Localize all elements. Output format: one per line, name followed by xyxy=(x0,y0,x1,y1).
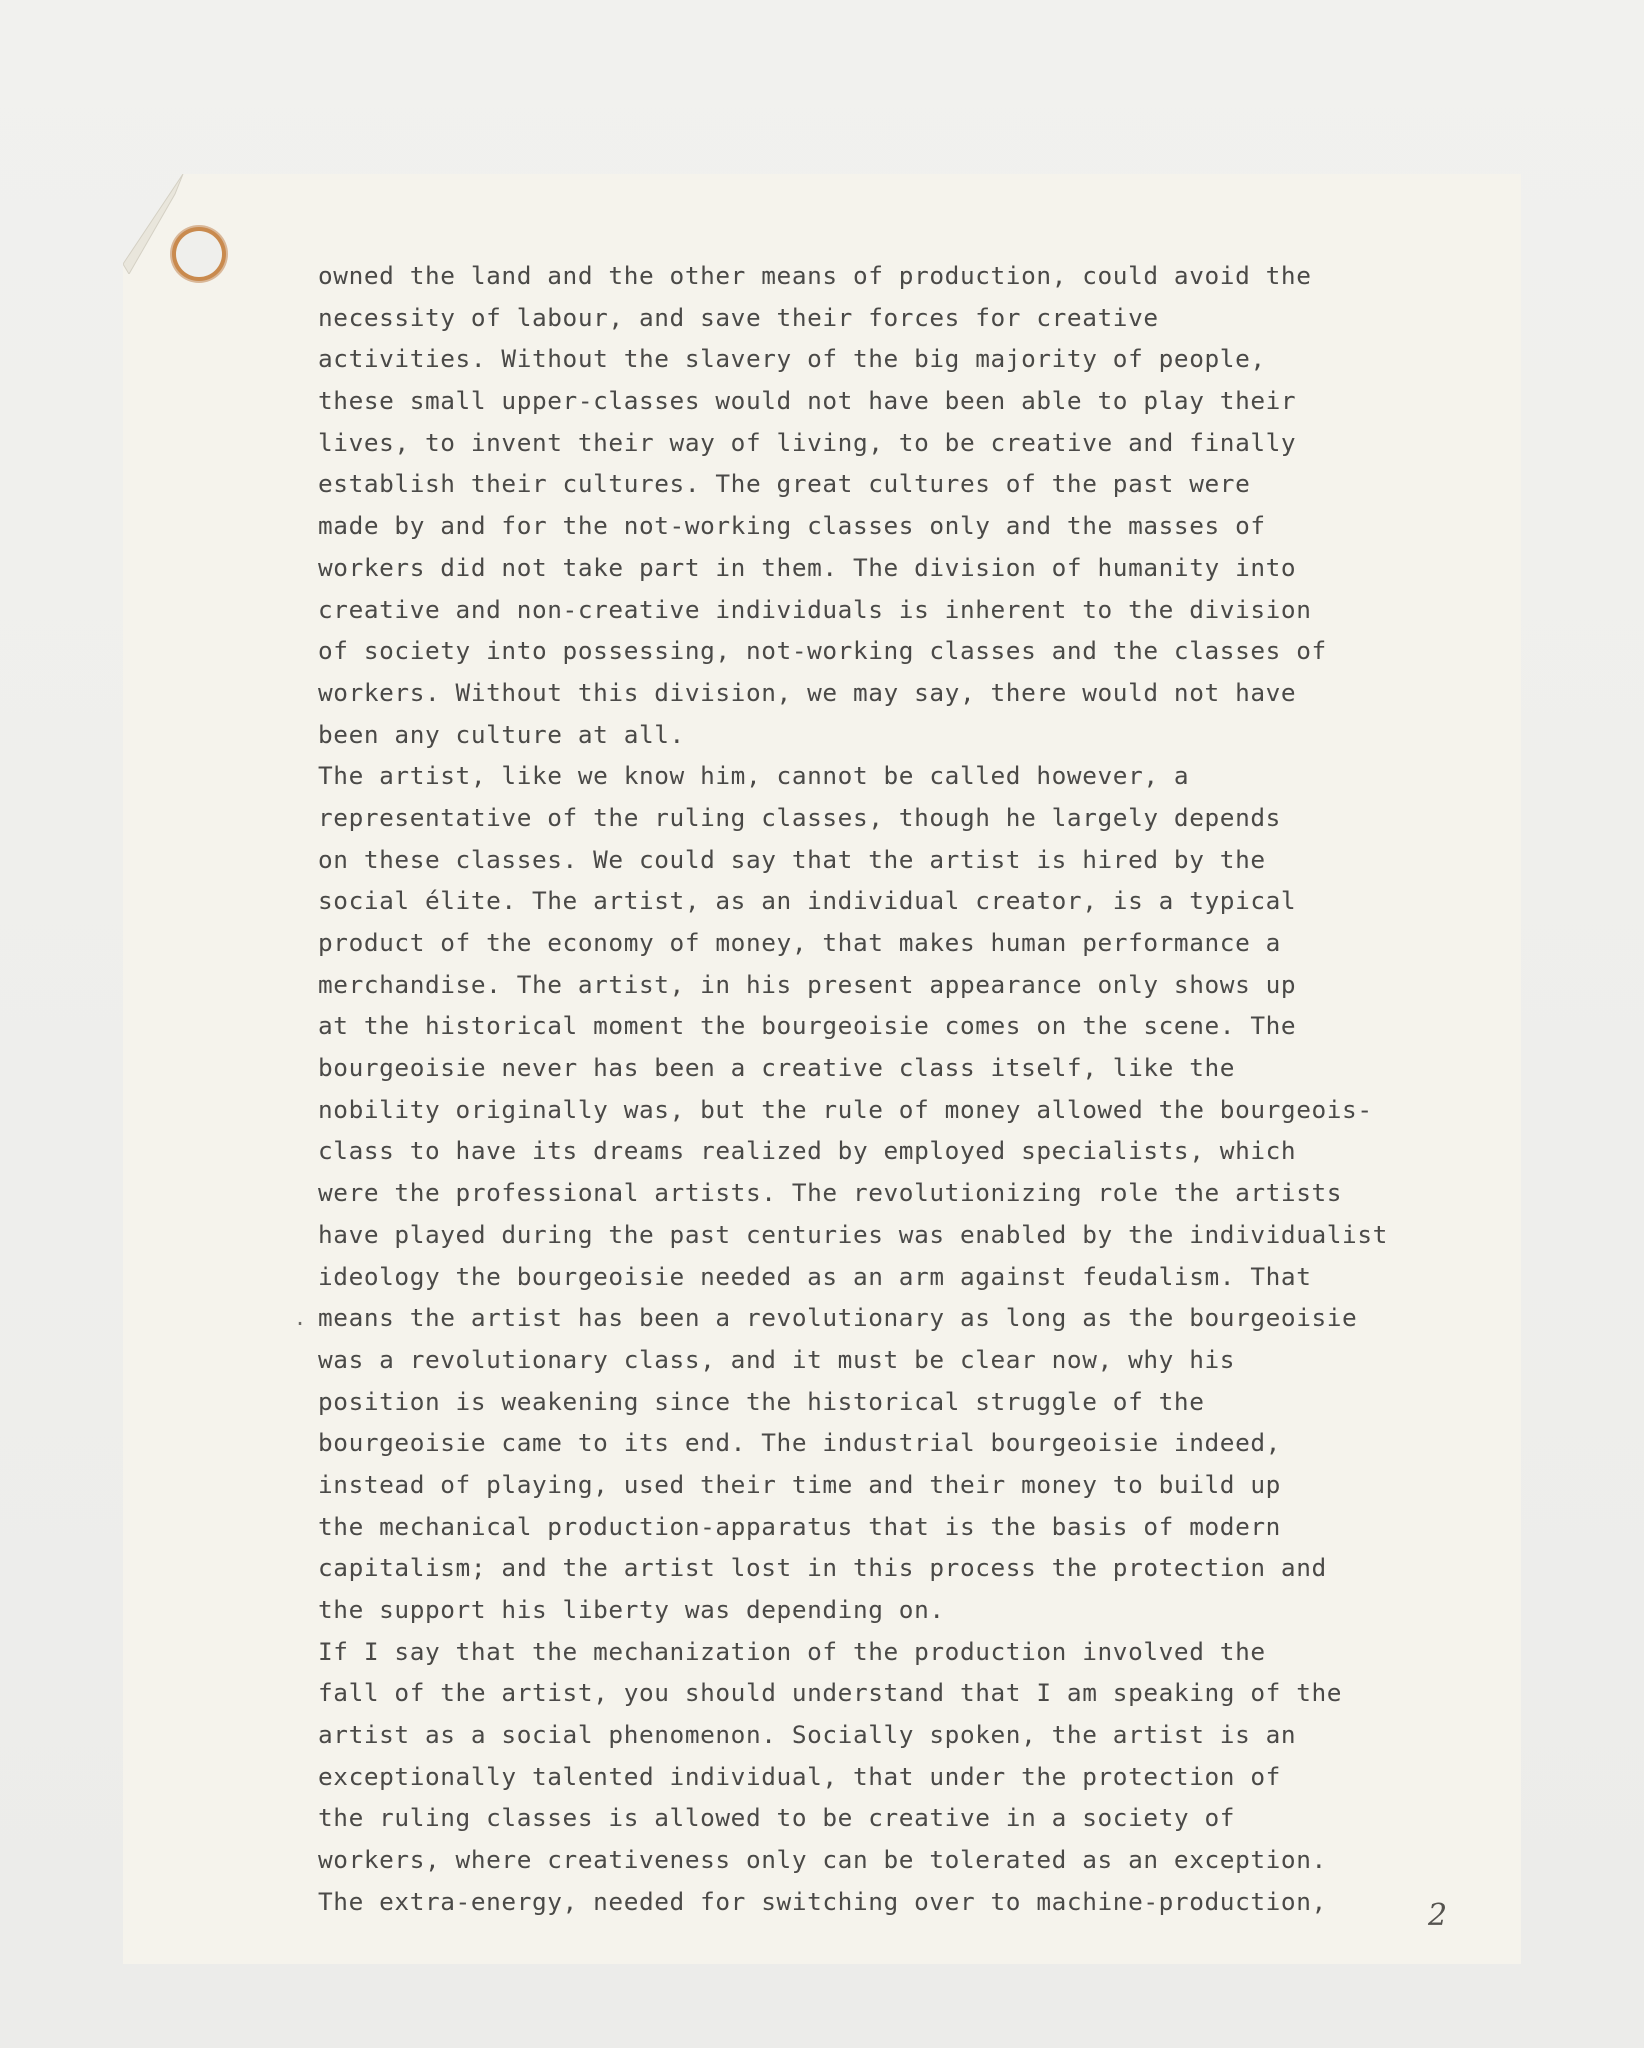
text-line: these small upper-classes would not have been able to play their xyxy=(318,386,1297,416)
text-line: artist as a social phenomenon. Socially spoken, the artist is an xyxy=(318,1720,1297,1750)
text-line: made by and for the not-working classes only and the masses of xyxy=(318,511,1266,541)
text-line: were the professional artists. The revolutionizing role the artists xyxy=(318,1178,1343,1208)
text-line: exceptionally talented individual, that under the protection of xyxy=(318,1761,1281,1791)
text-line: have played during the past centuries was enabled by the individualist xyxy=(318,1219,1388,1249)
punch-hole xyxy=(176,231,222,277)
margin-mark: . xyxy=(294,1306,307,1330)
text-line: If I say that the mechanization of the production involved the xyxy=(318,1636,1266,1666)
text-line: owned the land and the other means of production, could avoid the xyxy=(318,261,1312,290)
text-line: lives, to invent their way of living, to be creative and finally xyxy=(318,427,1297,457)
text-line: of society into possessing, not-working classes and the classes of xyxy=(318,636,1327,666)
text-line: position is weakening since the historical struggle of the xyxy=(318,1386,1205,1416)
text-line: been any culture at all. xyxy=(318,719,685,749)
text-line: the ruling classes is allowed to be creative in a society of xyxy=(318,1803,1236,1833)
text-line: creative and non-creative individuals is inherent to the division xyxy=(318,594,1312,624)
text-line: fall of the artist, you should understand that I am speaking of the xyxy=(318,1678,1343,1708)
text-line: the mechanical production-apparatus that is the basis of modern xyxy=(318,1511,1281,1541)
text-line: establish their cultures. The great cultures of the past were xyxy=(318,469,1251,499)
text-line: class to have its dreams realized by employed specialists, which xyxy=(318,1136,1297,1166)
text-line: workers, where creativeness only can be tolerated as an exception. xyxy=(318,1845,1327,1875)
text-line: The artist, like we know him, cannot be called however, a xyxy=(318,761,1190,791)
text-line: workers. Without this division, we may say, there would not have xyxy=(318,677,1297,707)
text-line: was a revolutionary class, and it must be clear now, why his xyxy=(318,1344,1236,1374)
text-line: necessity of labour, and save their forces for creative xyxy=(318,302,1159,332)
text-line: activities. Without the slavery of the big majority of people, xyxy=(318,344,1266,374)
text-line: merchandise. The artist, in his present appearance only shows up xyxy=(318,969,1297,999)
text-line: on these classes. We could say that the artist is hired by the xyxy=(318,844,1266,874)
text-line: social élite. The artist, as an individual creator, is a typical xyxy=(318,886,1297,916)
text-line: ideology the bourgeoisie needed as an arm against feudalism. That xyxy=(318,1261,1312,1291)
typed-body-text xyxy=(318,255,1518,1923)
text-line: The extra-energy, needed for switching over to machine-production, xyxy=(318,1886,1327,1916)
text-line: instead of playing, used their time and their money to build up xyxy=(318,1469,1281,1499)
text-line: bourgeoisie came to its end. The industrial bourgeoisie indeed, xyxy=(318,1428,1281,1458)
text-line: the support his liberty was depending on. xyxy=(318,1595,945,1624)
text-line: workers did not take part in them. The division of humanity into xyxy=(318,552,1297,582)
text-line: product of the economy of money, that makes human performance a xyxy=(318,928,1281,957)
text-line: representative of the ruling classes, though he largely depends xyxy=(318,802,1281,832)
page-number: 2 xyxy=(1428,1898,1448,1933)
text-line: bourgeoisie never has been a creative class itself, like the xyxy=(318,1053,1236,1083)
text-line: means the artist has been a revolutionary as long as the bourgeoisie xyxy=(318,1303,1358,1333)
text-line: nobility originally was, but the rule of money allowed the bourgeois- xyxy=(318,1094,1373,1124)
text-line: at the historical moment the bourgeoisie comes on the scene. The xyxy=(318,1011,1297,1041)
text-line: capitalism; and the artist lost in this process the protection and xyxy=(318,1553,1327,1583)
